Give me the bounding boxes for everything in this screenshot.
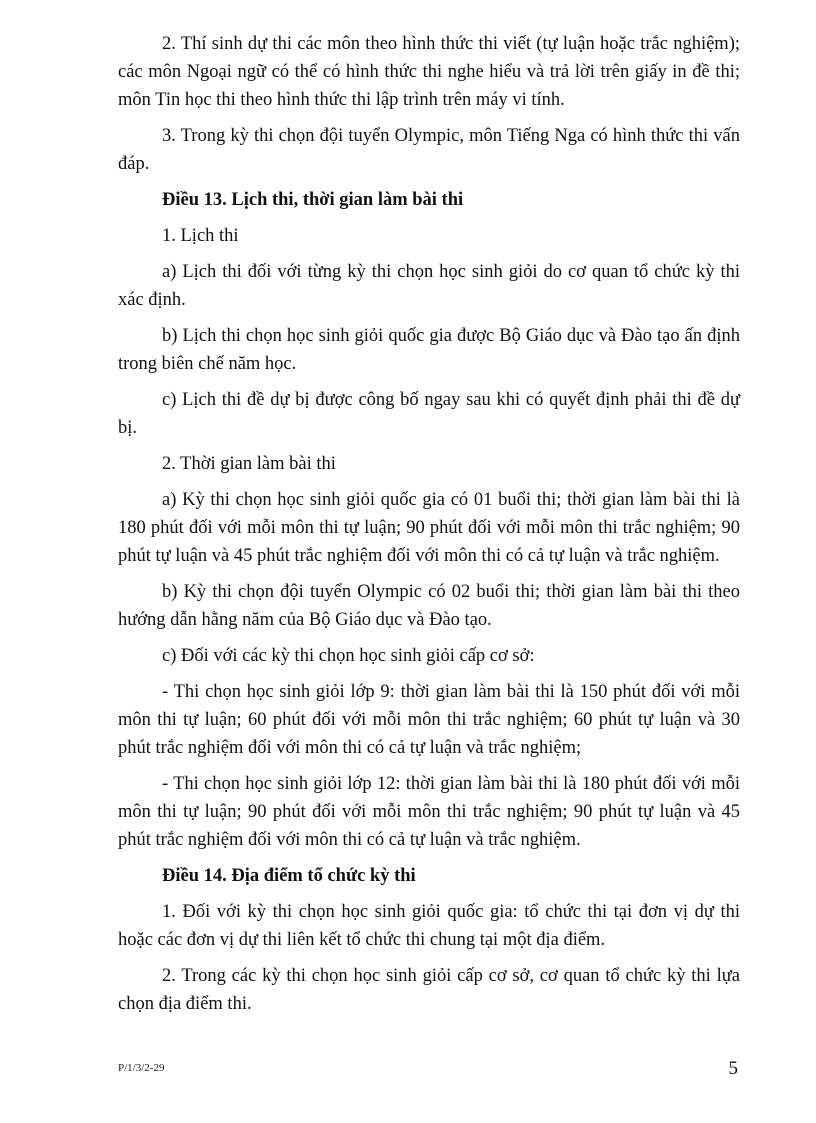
document-body — [118, 30, 740, 1026]
paragraph-duration-a: a) Kỳ thi chọn học sinh giỏi quốc gia có 01 buổi thi; thời gian làm bài thi là 180 phút đối với mỗi môn thi tự luận; 90 phút đối với mỗi môn thi trắc nghiệm; 90 phút tự luận và 45 phút trắc nghiệm đối với môn thi có cả tự luận và trắc nghiệm. — [118, 490, 740, 566]
paragraph-grade-12: - Thi chọn học sinh giỏi lớp 12: thời gian làm bài thi là 180 phút đối với mỗi môn thi tự luận; 90 phút đối với mỗi môn thi trắc nghiệm; 90 phút tự luận và 45 phút trắc nghiệm đối với môn thi có cả tự luận và trắc nghiệm. — [118, 774, 740, 850]
section-exam-schedule: 1. Lịch thi — [162, 226, 239, 246]
paragraph-duration-c: c) Đối với các kỳ thi chọn học sinh giỏi cấp cơ sở: — [162, 646, 535, 666]
paragraph-location-1: 1. Đối với kỳ thi chọn học sinh giỏi quốc gia: tổ chức thi tại đơn vị dự thi hoặc các đơn vị dự thi liên kết tổ chức thi chung tại một địa điểm. — [118, 902, 740, 950]
paragraph-duration-b: b) Kỳ thi chọn đội tuyển Olympic có 02 buổi thi; thời gian làm bài thi theo hướng dẫn hằng năm của Bộ Giáo dục và Đào tạo. — [118, 582, 740, 630]
paragraph-russian-oral-exam: 3. Trong kỳ thi chọn đội tuyển Olympic, môn Tiếng Nga có hình thức thi vấn đáp. — [118, 126, 740, 174]
section-exam-duration: 2. Thời gian làm bài thi — [162, 454, 336, 474]
paragraph-schedule-a: a) Lịch thi đối với từng kỳ thi chọn học sinh giỏi do cơ quan tổ chức kỳ thi xác định. — [118, 262, 740, 310]
article-14-heading: Điều 14. Địa điểm tổ chức kỳ thi — [162, 866, 416, 886]
page-number: 5 — [728, 1058, 738, 1079]
article-13-heading: Điều 13. Lịch thi, thời gian làm bài thi — [162, 190, 464, 210]
paragraph-grade-9: - Thi chọn học sinh giỏi lớp 9: thời gian làm bài thi là 150 phút đối với mỗi môn thi tự luận; 60 phút đối với mỗi môn thi trắc nghiệm; 60 phút tự luận và 30 phút trắc nghiệm đối với môn thi có cả tự luận và trắc nghiệm; — [118, 682, 740, 758]
document-code: P/1/3/2-29 — [118, 1062, 165, 1074]
paragraph-schedule-c: c) Lịch thi đề dự bị được công bố ngay sau khi có quyết định phải thi đề dự bị. — [118, 390, 740, 438]
paragraph-schedule-b: b) Lịch thi chọn học sinh giỏi quốc gia được Bộ Giáo dục và Đào tạo ấn định trong biên chế năm học. — [118, 326, 740, 374]
paragraph-location-2: 2. Trong các kỳ thi chọn học sinh giỏi cấp cơ sở, cơ quan tổ chức kỳ thi lựa chọn địa điểm thi. — [118, 966, 740, 1014]
paragraph-exam-format: 2. Thí sinh dự thi các môn theo hình thức thi viết (tự luận hoặc trắc nghiệm); các môn Ngoại ngữ có thể có hình thức thi nghe hiểu và trả lời trên giấy in đề thi; môn Tin học thi theo hình thức thi lập trình trên máy vi tính. — [118, 34, 740, 110]
